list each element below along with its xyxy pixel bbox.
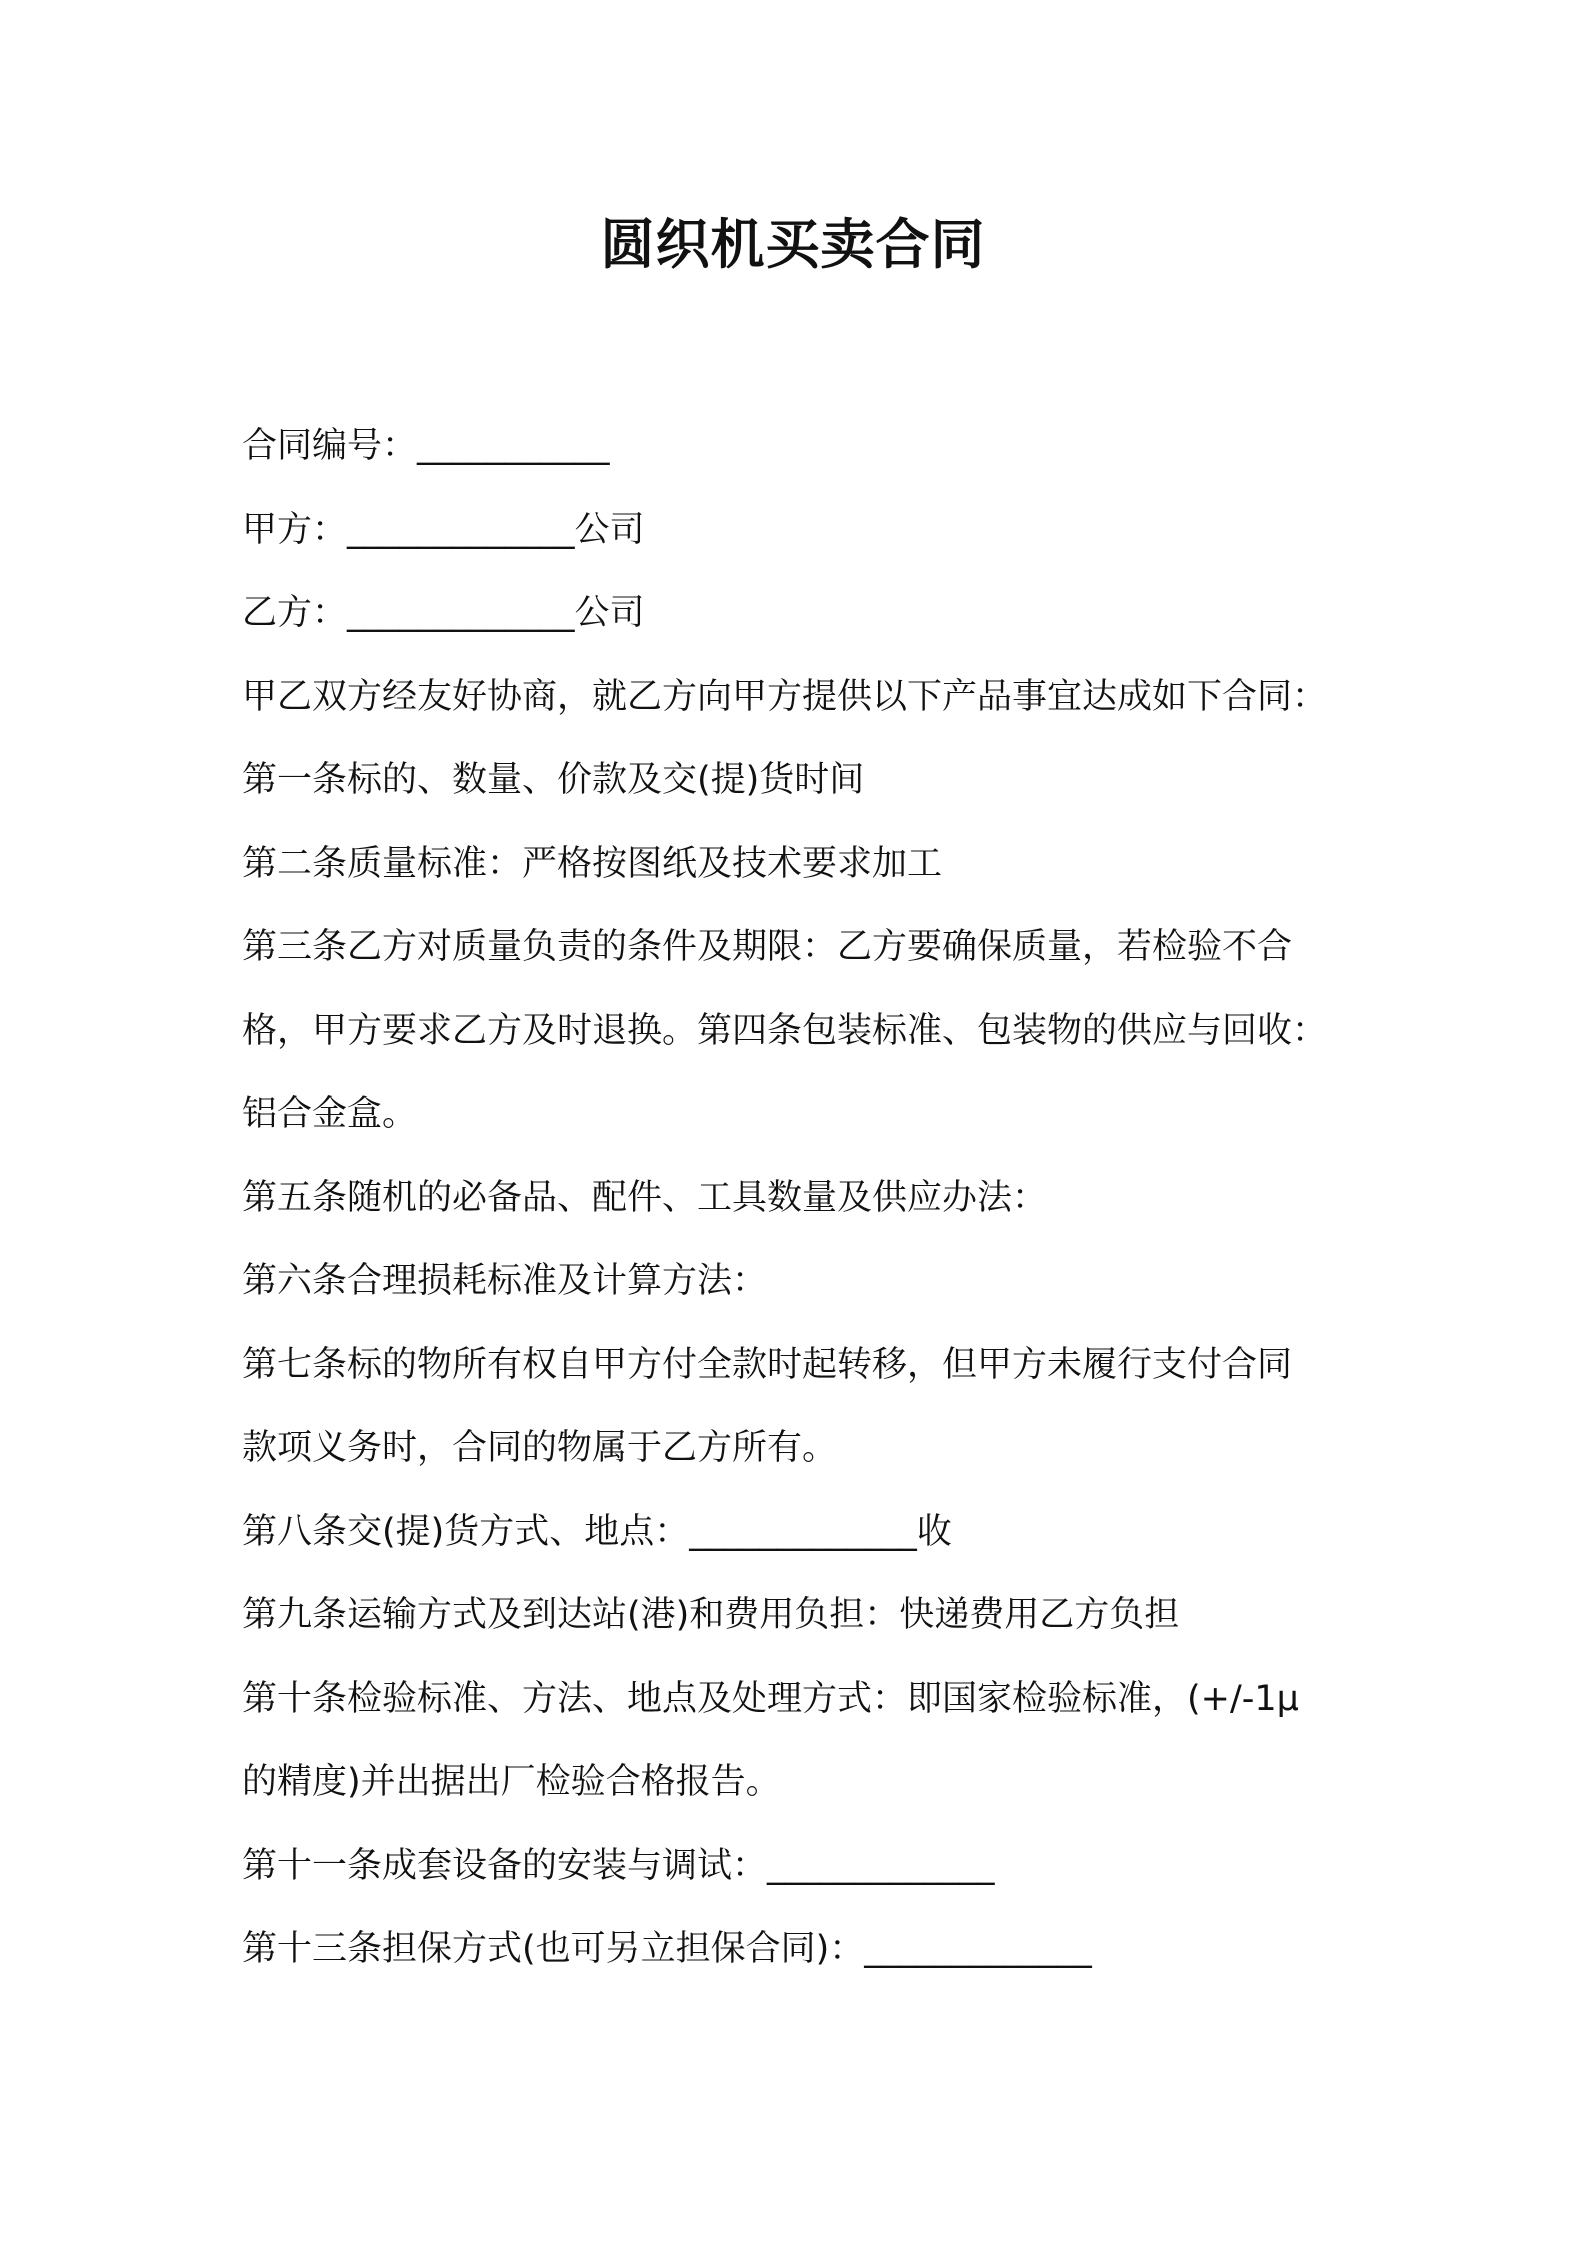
document-title: 圆织机买卖合同 [600,213,986,276]
intro-line: 甲乙双方经友好协商，就乙方向甲方提供以下产品事宜达成如下合同： [242,676,1328,717]
article-1: 第一条标的、数量、价款及交(提)货时间 [242,760,865,800]
article-2: 第二条质量标准：严格按图纸及技术要求加工 [242,843,943,884]
article-4-line: 铝合金盒。 [242,1094,418,1134]
article-3-line-2: 格，甲方要求乙方及时退换。第四条包装标准、包装物的供应与回收： [242,1010,1328,1051]
article-13: 第十三条担保方式(也可另立担保合同)：_____________ [242,1929,1092,1969]
party-b-line: 乙方：_____________公司 [242,593,645,633]
article-11: 第十一条成套设备的安装与调试：_____________ [242,1845,995,1886]
article-5: 第五条随机的必备品、配件、工具数量及供应办法： [242,1177,1048,1218]
party-a-line: 甲方：_____________公司 [242,509,645,550]
article-6: 第六条合理损耗标准及计算方法： [242,1261,768,1301]
contract-number-line: 合同编号：___________ [242,426,610,466]
article-9: 第九条运输方式及到达站(港)和费用负担：快递费用乙方负担 [242,1595,1180,1635]
article-7-line-2: 款项义务时，合同的物属于乙方所有。 [242,1428,838,1468]
article-10-line-2: 的精度)并出据出厂检验合格报告。 [242,1762,781,1802]
contract-body [242,405,1362,1992]
article-3-line-1: 第三条乙方对质量负责的条件及期限：乙方要确保质量，若检验不合 [242,927,1293,967]
article-8: 第八条交(提)货方式、地点：_____________收 [242,1511,952,1552]
article-10-line-1: 第十条检验标准、方法、地点及处理方式：即国家检验标准，(+/-1μ [242,1678,1299,1719]
article-7-line-1: 第七条标的物所有权自甲方付全款时起转移，但甲方未履行支付合同 [242,1344,1293,1385]
